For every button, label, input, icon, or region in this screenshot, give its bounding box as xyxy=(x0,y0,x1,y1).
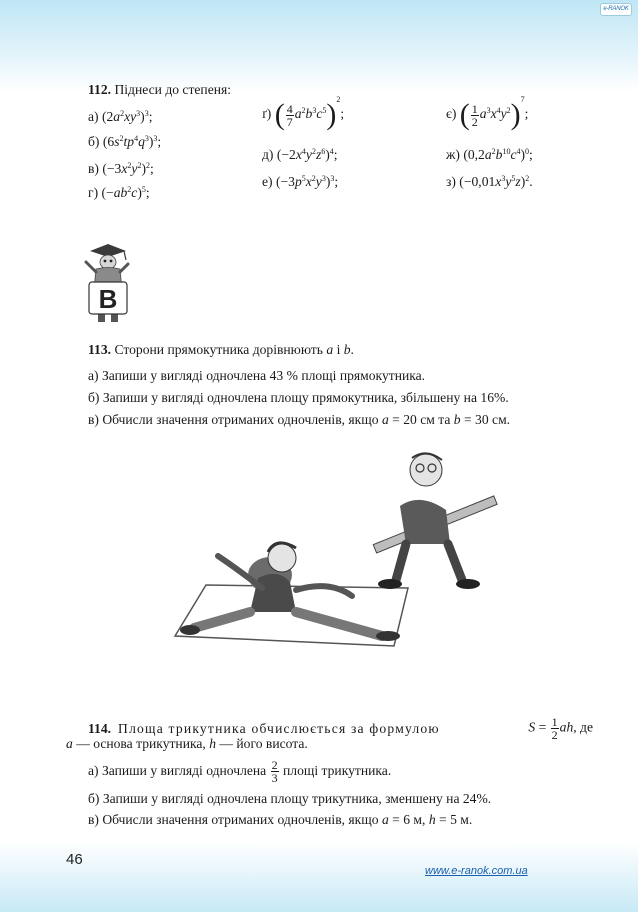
fraction: $\frac{2}{3}$ xyxy=(271,757,278,785)
website-link[interactable]: www.e-ranok.com.ua xyxy=(425,865,528,877)
difficulty-badge-illustration xyxy=(80,242,136,326)
task-112-item-g: г) $(-ab^2c)^5$; xyxy=(88,185,150,200)
task-112-heading xyxy=(88,81,231,99)
task-112-item-g-fraction: ґ) ( $\frac{4}{7}$ $a^2b^3c^5)^2$; xyxy=(262,95,345,131)
badge-letter: В xyxy=(98,284,118,314)
task-112-item-ye-fraction: є) ( $\frac{1}{2}$ $a^3x^4y^2)^7$; xyxy=(446,95,529,131)
task-112-item-b: б) $(6s^2tp^4q^3)^3$; xyxy=(88,134,162,149)
task-112-item-d: д) $(-2x^4y^2z^6)^4$; xyxy=(262,147,338,162)
task-114-item-v: в) Обчисли значення отриманих одночленів, якщо a = 6 м, h = 5 м. xyxy=(88,812,473,827)
task-113-heading: 113. Сторони прямокутника дорівнюють a і b. xyxy=(88,342,354,357)
task-114-heading: 114. Площа трикутника обчислюється за формулою S = $\frac{1}{2}$ ah, де xyxy=(88,715,593,742)
header-band xyxy=(0,0,638,92)
footer-band xyxy=(0,842,638,912)
task-112-item-zh: ж) $(0,2a^2b^{10}c^4)^0$; xyxy=(446,147,533,162)
task-112-item-v: в) $(-3x^2y^2)^2$; xyxy=(88,161,154,176)
teacher-carrying-board-figure xyxy=(373,453,497,589)
task-113-item-b: б) Запиши у вигляді одночлена площу прямокутника, збільшену на 16%. xyxy=(88,390,509,405)
fraction: $\frac{1}{2}$ xyxy=(551,715,558,742)
task-113-item-v: в) Обчисли значення отриманих одночленів, якщо a = 20 см та b = 30 см. xyxy=(88,412,511,427)
task-112-item-z: з) $(-0,01x^3y^5z)^2$. xyxy=(446,174,533,189)
task-112-item-a: а) $(2a^2xy^3)^3$; xyxy=(88,109,153,124)
task-114-item-b: б) Запиши у вигляді одночлена площу трикутника, зменшену на 24%. xyxy=(88,791,492,806)
fraction: $\frac{4}{7}$ xyxy=(286,101,293,129)
area-formula: S = $\frac{1}{2}$ ah, де xyxy=(528,715,593,742)
page-number: 46 xyxy=(66,851,83,868)
task-title: Піднеси до степеня: xyxy=(114,82,232,97)
fraction: $\frac{1}{2}$ xyxy=(471,101,478,129)
task-114-line-2: a — основа трикутника, h — його висота. xyxy=(66,736,308,751)
task-number: 112. xyxy=(88,82,112,97)
cartoon-illustration xyxy=(150,440,590,670)
task-112-item-e: е) $(-3p^5x^2y^3)^3$; xyxy=(262,174,339,189)
task-113-item-a: а) Запиши у вигляді одночлена 43 % площі прямокутника. xyxy=(88,368,426,383)
task-114-item-a: а) Запиши у вигляді одночлена $\frac{2}{3}$ площі трикутника. xyxy=(88,757,392,785)
publisher-logo: e-RANOK xyxy=(600,3,632,16)
